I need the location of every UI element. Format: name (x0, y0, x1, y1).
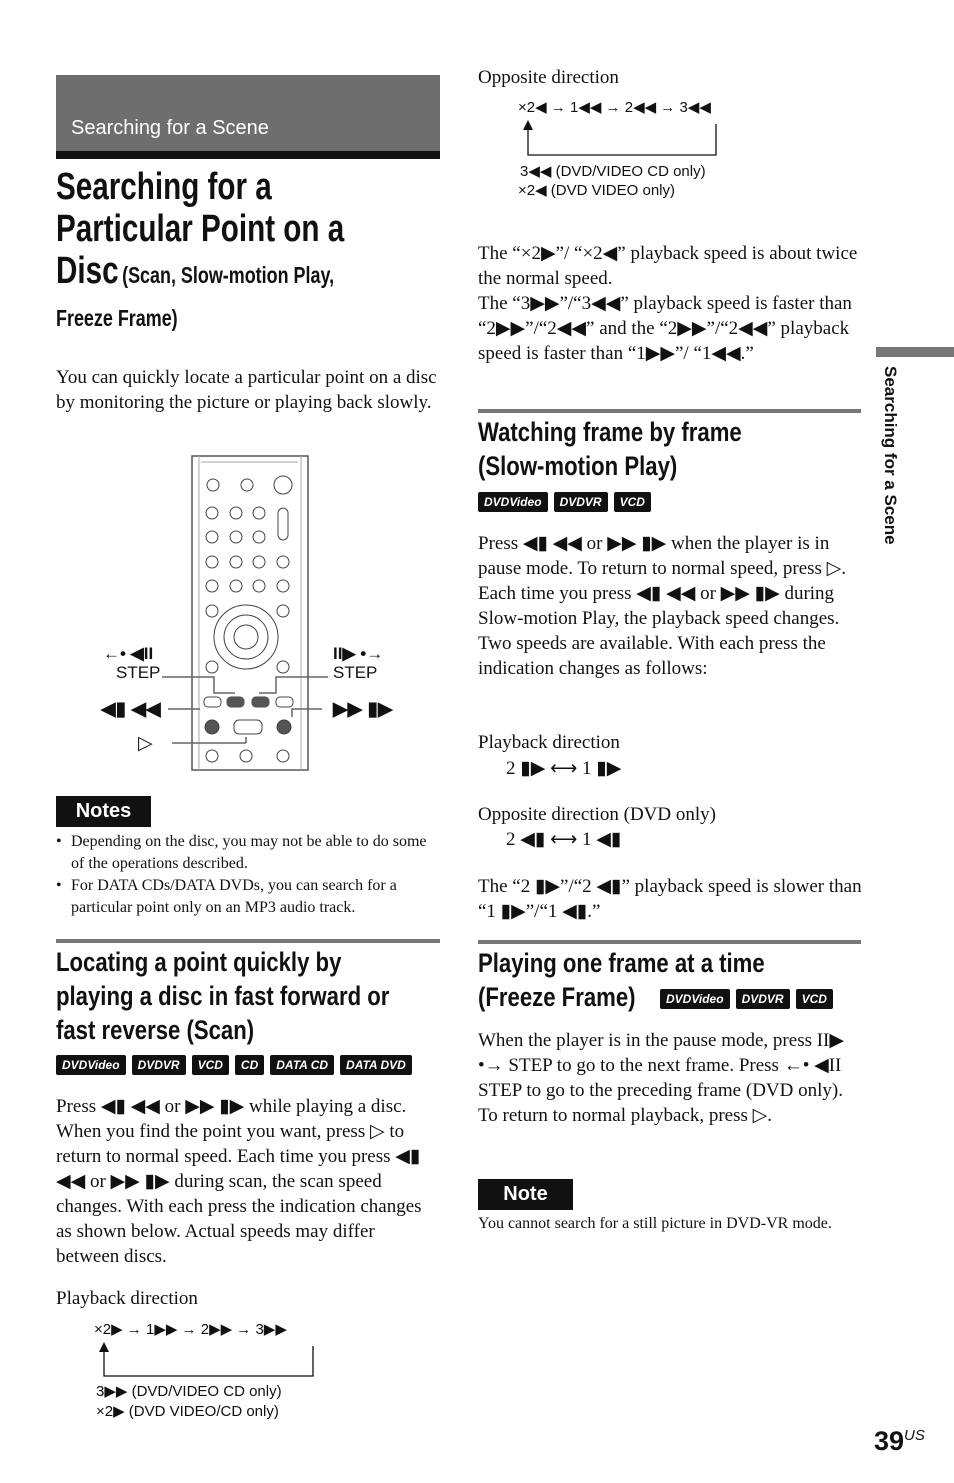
slow-heading (478, 415, 800, 483)
remote-illustration (96, 455, 406, 773)
scan-playback-note1: 3▶▶ (DVD/VIDEO CD only) (96, 1383, 282, 1400)
remote-right-step-glyph: II▶ •→ (333, 644, 384, 663)
remote-left-step-label: STEP (116, 663, 161, 682)
remote-left-step-glyph: ←• ◀II (103, 644, 154, 663)
scan-paragraph: Press ◀▮ ◀◀ or ▶▶ ▮▶ while playing a disc. When you find the point you want, press ▷ to return to normal speed. Each time you press ◀▮ ◀◀ or ▶▶ ▮▶ during scan, the scan speed changes. With each press the indication changes as shown below. Actual speeds may differ between discs. (56, 1096, 422, 1267)
remote-right-step-label: STEP (333, 663, 378, 682)
disc-badge: DVDVR (132, 1055, 186, 1075)
section-header-band (56, 75, 440, 153)
slow-playback-sequence: 2 ▮▶ ⟷ 1 ▮▶ (506, 758, 622, 779)
remote-left-scan-glyph: ◀▮ ◀◀ (101, 699, 161, 720)
page-title (56, 166, 426, 292)
freeze-disc-badges (660, 989, 839, 1011)
side-tab-marker (876, 347, 954, 357)
page-subtitle-line2: Freeze Frame) (56, 305, 178, 331)
slow-speed-paragraph: The “2 ▮▶”/“2 ◀▮” playback speed is slower than “1 ▮▶”/“1 ◀▮.” (478, 876, 862, 922)
disc-badge: DATA DVD (340, 1055, 412, 1075)
page-title-line2: Particular Point on a (56, 208, 345, 250)
scan-speed-paragraph2: The “3▶▶”/“3◀◀” playback speed is faster than “2▶▶”/“2◀◀” and the “2▶▶”/“2◀◀” playback speed is faster than “1▶▶”/ “1◀◀.” (478, 293, 852, 364)
scan-opposite-loop-arrow (520, 118, 724, 160)
remote-right-scan-glyph: ▶▶ ▮▶ (333, 699, 393, 720)
section-rule-scan (56, 939, 440, 943)
disc-badge: DVDVideo (56, 1055, 126, 1075)
scan-opposite-note1: 3◀◀ (DVD/VIDEO CD only) (520, 163, 706, 180)
scan-heading (56, 945, 463, 1047)
slow-paragraph: Press ◀▮ ◀◀ or ▶▶ ▮▶ when the player is in pause mode. To return to normal speed, press ▷. Each time you press ◀▮ ◀◀ or ▶▶ ▮▶ during Slow-motion Play, the playback speed changes. Two speeds are available. With each press the indication changes as follows: (478, 533, 847, 679)
page-subtitle-line1: (Scan, Slow-motion Play, (122, 262, 335, 288)
page-number-value: 39 (874, 1426, 905, 1456)
remote-play-glyph: ▷ (138, 733, 153, 754)
section-rule-slow (478, 409, 861, 413)
section-header-title: Searching for a Scene (71, 117, 269, 139)
slow-disc-badges (478, 492, 657, 514)
notes-label: Notes (56, 796, 151, 827)
scan-heading-line2: playing a disc in fast forward or (56, 981, 390, 1011)
page-title-line1: Searching for a (56, 166, 272, 208)
section-header-rule (56, 151, 440, 159)
scan-heading-line1: Locating a point quickly by (56, 947, 342, 977)
slow-heading-line2: (Slow-motion Play) (478, 451, 678, 481)
page-number (874, 1426, 925, 1457)
scan-opposite-label: Opposite direction (478, 67, 619, 88)
intro-paragraph: You can quickly locate a particular point on a disc by monitoring the picture or playing back slowly. (56, 367, 437, 413)
section-rule-freeze (478, 940, 861, 944)
scan-opposite-sequence: ×2◀ → 1◀◀ → 2◀◀ → 3◀◀ (518, 99, 711, 116)
disc-badge: DATA CD (270, 1055, 334, 1075)
scan-playback-label: Playback direction (56, 1288, 198, 1309)
scan-playback-loop-arrow (96, 1340, 320, 1380)
disc-badge: DVDVR (736, 989, 790, 1009)
slow-playback-label: Playback direction (478, 732, 620, 753)
disc-badge: VCD (614, 492, 651, 512)
page-title-line3: Disc (56, 250, 119, 292)
notes-item: • Depending on the disc, you may not be able to do some of the operations described. (56, 831, 440, 875)
disc-badge: VCD (192, 1055, 229, 1075)
page-number-suffix: US (904, 1427, 925, 1444)
slow-heading-line1: Watching frame by frame (478, 417, 742, 447)
scan-disc-badges (56, 1055, 418, 1077)
scan-speed-paragraph1: The “×2▶”/ “×2◀” playback speed is about twice the normal speed. (478, 243, 858, 289)
scan-playback-sequence: ×2▶ → 1▶▶ → 2▶▶ → 3▶▶ (94, 1321, 287, 1338)
notes-list (56, 831, 440, 919)
disc-badge: DVDVideo (660, 989, 730, 1009)
slow-opposite-label: Opposite direction (DVD only) (478, 804, 716, 825)
slow-opposite-sequence: 2 ◀▮ ⟷ 1 ◀▮ (506, 829, 622, 850)
disc-badge: VCD (796, 989, 833, 1009)
freeze-paragraph: When the player is in the pause mode, press II▶ •→ STEP to go to the next frame. Press ←• ◀II STEP to go to the preceding frame (DVD only). To return to normal playback, press ▷. (478, 1030, 845, 1126)
scan-playback-note2: ×2▶ (DVD VIDEO/CD only) (96, 1403, 279, 1420)
scan-heading-line3: fast reverse (Scan) (56, 1015, 255, 1045)
note-label: Note (478, 1179, 573, 1210)
disc-badge: DVDVR (554, 492, 608, 512)
freeze-heading-line2: (Freeze Frame) (478, 982, 636, 1012)
note-text: You cannot search for a still picture in DVD-VR mode. (478, 1215, 832, 1232)
side-tab-label: Searching for a Scene (881, 366, 900, 545)
scan-opposite-note2: ×2◀ (DVD VIDEO only) (518, 182, 675, 199)
disc-badge: CD (235, 1055, 264, 1075)
notes-item: • For DATA CDs/DATA DVDs, you can search for a particular point only on an MP3 audio track. (56, 875, 440, 919)
freeze-heading-line1: Playing one frame at a time (478, 948, 765, 978)
disc-badge: DVDVideo (478, 492, 548, 512)
